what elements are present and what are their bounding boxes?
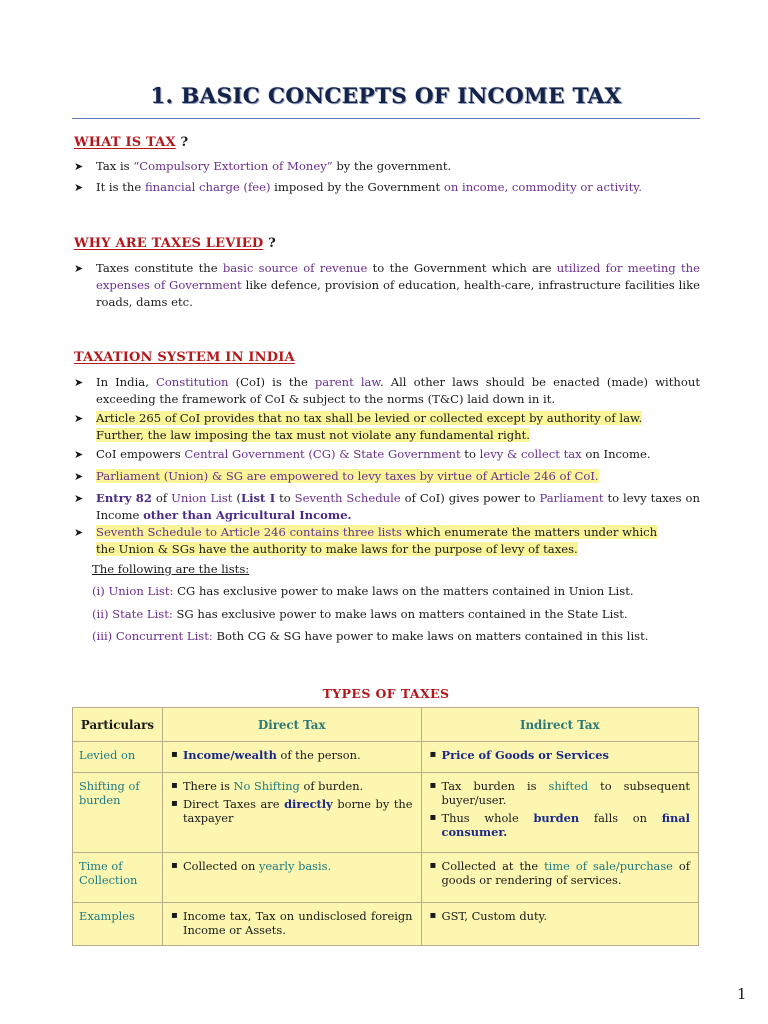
row-label: Time of Collection <box>73 853 163 903</box>
cell-direct: ▪ Income/wealth of the person. <box>162 742 421 773</box>
cell-indirect: ▪ Price of Goods or Services <box>421 742 698 773</box>
page-title: 1. BASIC CONCEPTS OF INCOME TAX <box>150 84 622 109</box>
bullet-coi-empowers: ➤ CoI empowers Central Government (CG) & State Government to levy & collect tax on Income. <box>74 447 651 461</box>
heading-what-is-tax: WHAT IS TAX ? <box>74 135 189 150</box>
page-number: 1 <box>737 985 747 1003</box>
cell-indirect: ▪ Collected at the time of sale/purchase of goods or rendering of services. <box>421 853 698 903</box>
arrow-bullet-icon: ➤ <box>74 262 84 275</box>
list-state: (ii) State List: SG has exclusive power to make laws on matters contained in the State List. <box>92 607 628 621</box>
bullet-article-246: ➤ Parliament (Union) & SG are empowered to levy taxes by virtue of Article 246 of CoI. <box>74 469 599 483</box>
cell-direct: ▪ Collected on yearly basis. <box>162 853 421 903</box>
heading-taxation-system: TAXATION SYSTEM IN INDIA <box>74 350 295 365</box>
cell-indirect: ▪ GST, Custom duty. <box>421 903 698 946</box>
table-header-row <box>73 708 699 742</box>
arrow-bullet-icon: ➤ <box>74 492 84 505</box>
bullet-article-265: ➤ Article 265 of CoI provides that no tax shall be levied or collected except by authority of law. Further, the law imposing the tax must not violate any fundamental right. <box>74 411 643 442</box>
row-label: Shifting of burden <box>73 773 163 853</box>
table-row-shifting <box>73 773 699 853</box>
header-direct-tax: Direct Tax <box>162 708 421 742</box>
header-indirect-tax: Indirect Tax <box>421 708 698 742</box>
arrow-bullet-icon: ➤ <box>74 412 84 425</box>
row-label: Examples <box>73 903 163 946</box>
bullet-entry-82: ➤ Entry 82 of Union List (List I to Seventh Schedule of CoI) gives power to Parliament to levy taxes on Income other than Agricultural Income. <box>74 491 701 522</box>
arrow-bullet-icon: ➤ <box>74 160 84 173</box>
table-row-time-of-collection <box>73 853 699 903</box>
bullet-constitution: ➤ In India, Constitution (CoI) is the parent law. All other laws should be enacted (made) without exceeding the framework of CoI & subject to the norms (T&C) laid down in it. <box>74 375 700 406</box>
cell-indirect: ▪ Tax burden is shifted to subsequent buyer/user. ▪ Thus whole burden falls on final consumer. <box>421 773 698 853</box>
bullet-why-levied: ➤ Taxes constitute the basic source of revenue to the Government which are utilized for meeting the expenses of Government like defence, provision of education, health-care, infrastructure facilities like roads, dams etc. <box>74 261 700 309</box>
cell-direct: ▪ There is No Shifting of burden. ▪ Direct Taxes are directly borne by the taxpayer <box>162 773 421 853</box>
bullet-financial-charge: ➤ It is the financial charge (fee) imposed by the Government on income, commodity or activity. <box>74 180 642 194</box>
bullet-seventh-schedule: ➤ Seventh Schedule to Article 246 contains three lists which enumerate the matters under which the Union & SGs have the authority to make laws for the purpose of levy of taxes. <box>74 525 658 556</box>
arrow-bullet-icon: ➤ <box>74 448 84 461</box>
list-union: (i) Union List: CG has exclusive power to make laws on the matters contained in Union List. <box>92 584 634 598</box>
table-row-levied-on <box>73 742 699 773</box>
header-particulars: Particulars <box>73 708 163 742</box>
types-of-taxes-table <box>72 707 699 946</box>
arrow-bullet-icon: ➤ <box>74 470 84 483</box>
row-label: Levied on <box>73 742 163 773</box>
heading-why-levied: WHY ARE TAXES LEVIED ? <box>74 236 276 251</box>
arrow-bullet-icon: ➤ <box>74 376 84 389</box>
types-of-taxes-title: TYPES OF TAXES <box>322 686 450 701</box>
cell-direct: ▪ Income tax, Tax on undisclosed foreign Income or Assets. <box>162 903 421 946</box>
list-concurrent: (iii) Concurrent List: Both CG & SG have power to make laws on matters contained in this list. <box>92 629 649 643</box>
title-underline <box>72 118 700 119</box>
table-row-examples <box>73 903 699 946</box>
lists-lead-text: The following are the lists: <box>92 562 250 576</box>
arrow-bullet-icon: ➤ <box>74 526 84 539</box>
arrow-bullet-icon: ➤ <box>74 181 84 194</box>
bullet-tax-definition: ➤ Tax is “Compulsory Extortion of Money” by the government. <box>74 159 452 173</box>
